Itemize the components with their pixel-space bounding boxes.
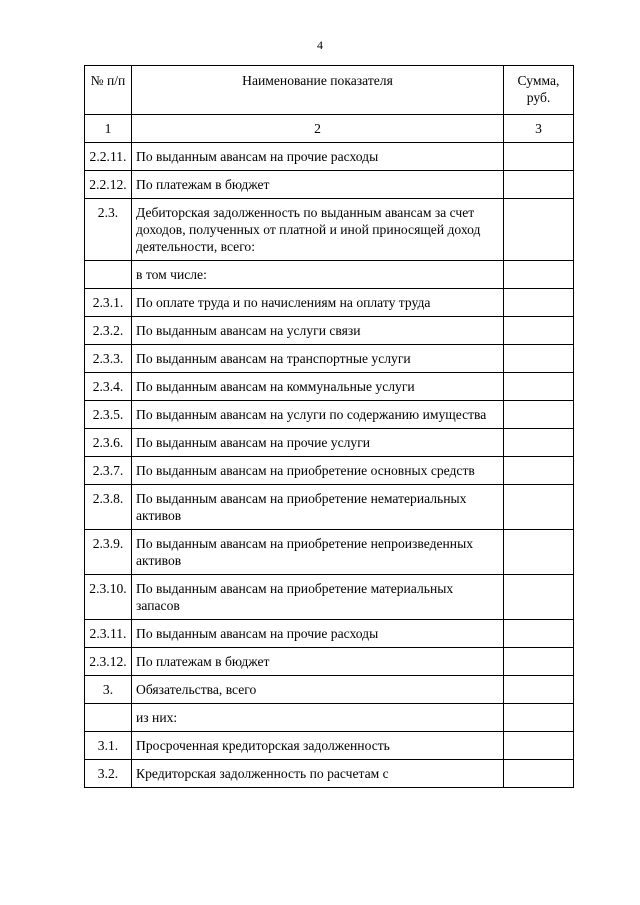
row-number-cell: 3.2. (85, 760, 132, 788)
table-row (85, 289, 574, 317)
row-name-cell: По выданным авансам на прочие расходы (132, 143, 504, 171)
row-name-cell: По оплате труда и по начислениям на оплату труда (132, 289, 504, 317)
row-number-cell: 2.3.4. (85, 373, 132, 401)
row-sum-cell (504, 457, 574, 485)
row-name-cell: в том числе: (132, 261, 504, 289)
index-cell-3: 3 (504, 115, 574, 143)
row-number-cell: 3. (85, 676, 132, 704)
row-name-cell: По выданным авансам на транспортные услуги (132, 345, 504, 373)
row-sum-cell (504, 401, 574, 429)
column-index-row (85, 115, 574, 143)
table-row (85, 732, 574, 760)
row-sum-cell (504, 704, 574, 732)
table-row (85, 485, 574, 530)
row-name-cell: Обязательства, всего (132, 676, 504, 704)
header-name-cell: Наименование показателя (132, 66, 504, 115)
row-number-cell: 2.2.12. (85, 171, 132, 199)
row-number-cell: 2.3. (85, 199, 132, 261)
row-sum-cell (504, 676, 574, 704)
row-number-cell: 2.3.8. (85, 485, 132, 530)
table-row (85, 401, 574, 429)
row-name-cell: По выданным авансам на приобретение нематериальных активов (132, 485, 504, 530)
index-cell-2: 2 (132, 115, 504, 143)
row-number-cell: 2.3.9. (85, 530, 132, 575)
row-sum-cell (504, 171, 574, 199)
row-sum-cell (504, 261, 574, 289)
row-number-cell: 2.3.7. (85, 457, 132, 485)
table-row (85, 143, 574, 171)
table-row (85, 171, 574, 199)
row-number-cell: 2.2.11. (85, 143, 132, 171)
row-sum-cell (504, 317, 574, 345)
row-sum-cell (504, 620, 574, 648)
row-name-cell: По выданным авансам на приобретение непроизведенных активов (132, 530, 504, 575)
header-sum-cell: Сумма, руб. (504, 66, 574, 115)
row-number-cell: 3.1. (85, 732, 132, 760)
row-sum-cell (504, 575, 574, 620)
row-number-cell: 2.3.3. (85, 345, 132, 373)
row-number-cell: 2.3.5. (85, 401, 132, 429)
table-row (85, 261, 574, 289)
row-number-cell: 2.3.10. (85, 575, 132, 620)
table-row (85, 530, 574, 575)
row-sum-cell (504, 289, 574, 317)
table-header-row (85, 66, 574, 115)
table-row (85, 575, 574, 620)
table-body (85, 66, 574, 788)
table-row (85, 704, 574, 732)
table-row (85, 317, 574, 345)
table-row (85, 620, 574, 648)
row-sum-cell (504, 373, 574, 401)
row-sum-cell (504, 648, 574, 676)
row-sum-cell (504, 760, 574, 788)
row-name-cell: По выданным авансам на приобретение материальных запасов (132, 575, 504, 620)
row-number-cell: 2.3.1. (85, 289, 132, 317)
row-name-cell: По выданным авансам на услуги связи (132, 317, 504, 345)
row-name-cell: По платежам в бюджет (132, 648, 504, 676)
row-name-cell: Кредиторская задолженность по расчетам с (132, 760, 504, 788)
row-number-cell: 2.3.11. (85, 620, 132, 648)
row-name-cell: По выданным авансам на коммунальные услуги (132, 373, 504, 401)
table-row (85, 345, 574, 373)
page-number: 4 (317, 38, 323, 52)
row-number-cell: 2.3.2. (85, 317, 132, 345)
table-row (85, 373, 574, 401)
row-name-cell: По выданным авансам на прочие расходы (132, 620, 504, 648)
row-number-cell: 2.3.6. (85, 429, 132, 457)
table-row (85, 429, 574, 457)
row-name-cell: Дебиторская задолженность по выданным авансам за счет доходов, полученных от платной и иной приносящей доход деятельности, всего: (132, 199, 504, 261)
row-name-cell: По выданным авансам на прочие услуги (132, 429, 504, 457)
row-sum-cell (504, 345, 574, 373)
row-sum-cell (504, 485, 574, 530)
row-number-cell (85, 261, 132, 289)
row-sum-cell (504, 199, 574, 261)
row-sum-cell (504, 429, 574, 457)
table-row (85, 760, 574, 788)
row-name-cell: По выданным авансам на приобретение основных средств (132, 457, 504, 485)
row-number-cell: 2.3.12. (85, 648, 132, 676)
header-number-cell: № п/п (85, 66, 132, 115)
table-row (85, 457, 574, 485)
table-row (85, 199, 574, 261)
row-sum-cell (504, 732, 574, 760)
row-sum-cell (504, 143, 574, 171)
row-number-cell (85, 704, 132, 732)
row-name-cell: По платежам в бюджет (132, 171, 504, 199)
index-cell-1: 1 (85, 115, 132, 143)
row-name-cell: По выданным авансам на услуги по содержанию имущества (132, 401, 504, 429)
row-name-cell: Просроченная кредиторская задолженность (132, 732, 504, 760)
indicators-table (84, 65, 574, 788)
table-row (85, 676, 574, 704)
row-name-cell: из них: (132, 704, 504, 732)
row-sum-cell (504, 530, 574, 575)
table-row (85, 648, 574, 676)
